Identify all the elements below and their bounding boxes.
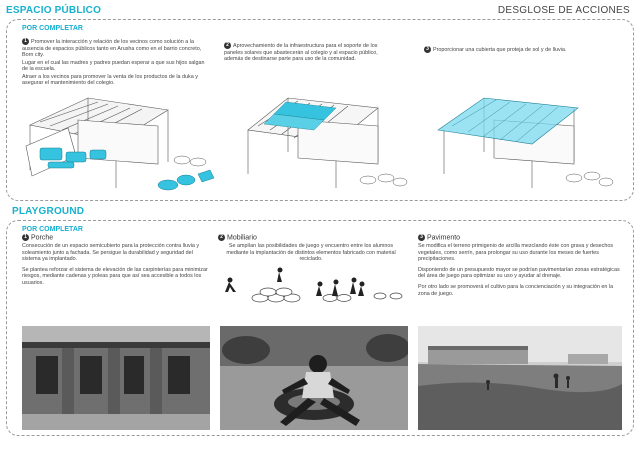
number-badge: 3 [418, 234, 425, 241]
number-badge: 3 [424, 46, 431, 53]
porche-heading-text: Porche [31, 234, 54, 242]
number-badge: 2 [224, 42, 231, 49]
porche-p2: Se plantea reforzar el sistema de elevación de las carpinterías para minimizar riesgos, mediante cadenas y poleas para que así sea accesible a todos los usuarios. [22, 266, 208, 286]
pavimento-heading [418, 234, 460, 241]
section-title-espacio-publico: ESPACIO PÚBLICO [6, 5, 102, 16]
porche-p1: Consecución de un espacio semicubierto para la protección contra lluvia y soleamiento junto a fachada. Se persigue la durabilidad y seguridad del sistema ya implantado. [22, 243, 200, 263]
pergola-illustration-cover [424, 90, 624, 196]
pavimento-heading-text: Pavimento [427, 234, 461, 242]
pavimento-p3: Por otro lado se promoverá el cultivo para la concienciación y su integración en la zona de juego. [418, 283, 614, 297]
pergola-illustration-furniture [18, 90, 218, 196]
playground-subtitle: POR COMPLETAR [22, 226, 83, 233]
espacio-item-2 [224, 42, 394, 63]
section-title-playground: PLAYGROUND [12, 206, 85, 217]
porche-heading [22, 234, 53, 241]
item3-text: Proporcionar una cubierta que proteja de sol y de lluvia. [433, 46, 567, 53]
pavimento-p1: Se modifica el terreno primigenio de arcilla mezclando éste con grava y desechos vegetales, como serrín, para prolongar su uso durante los meses de fuertes precipitaciones. [418, 243, 614, 263]
espacio-item-3 [424, 46, 614, 54]
number-badge: 2 [218, 234, 225, 241]
porche-text [22, 243, 210, 291]
item1-p1: Promover la interacción y relación de los vecinos como solución a la ausencia de espacios públicos tanto en Arusha como en el barrio concreto, Born city. [22, 38, 202, 59]
tire-furniture-illustration [220, 264, 410, 310]
pergola-illustration-solar [228, 90, 418, 196]
mobiliario-heading-text: Mobiliario [227, 234, 257, 242]
mobiliario-text [218, 243, 404, 263]
page-header-right: DESGLOSE DE ACCIONES [497, 5, 630, 16]
mobiliario-p1: Se amplían las posibilidades de juego y encuentro entre los alumnos mediante la implantación de distintos elementos fabricado con material reciclado. [226, 243, 396, 263]
number-badge: 1 [22, 38, 29, 45]
espacio-subtitle: POR COMPLETAR [22, 25, 83, 32]
pavimento-p2: Disponiendo de un presupuesto mayor se podrían pavimentarían zonas estratégicas del área de juego para optimizar su uso y ayudar al drenaje. [418, 266, 620, 280]
mobiliario-heading [218, 234, 257, 241]
number-badge: 1 [22, 234, 29, 241]
photo-child-tire [220, 326, 408, 430]
item1-p2: Lugar en el cual las madres y padres puedan esperar a que sus hijos salgan de la escuela. [22, 59, 205, 73]
photo-porch [22, 326, 210, 430]
photo-field [418, 326, 622, 430]
pavimento-text [418, 243, 622, 301]
item2-text: Aprovechamiento de la infraestructura para el soporte de los paneles solares que abastecerán al colegio y al espacio público, además de destinarse parte para uso de la comunidad. [224, 42, 378, 63]
item1-p3: Atraer a los vecinos para promover la venta de los productos de la duka y asegurar el mantenimiento del colegio. [22, 73, 198, 87]
espacio-item-1 [22, 38, 210, 91]
